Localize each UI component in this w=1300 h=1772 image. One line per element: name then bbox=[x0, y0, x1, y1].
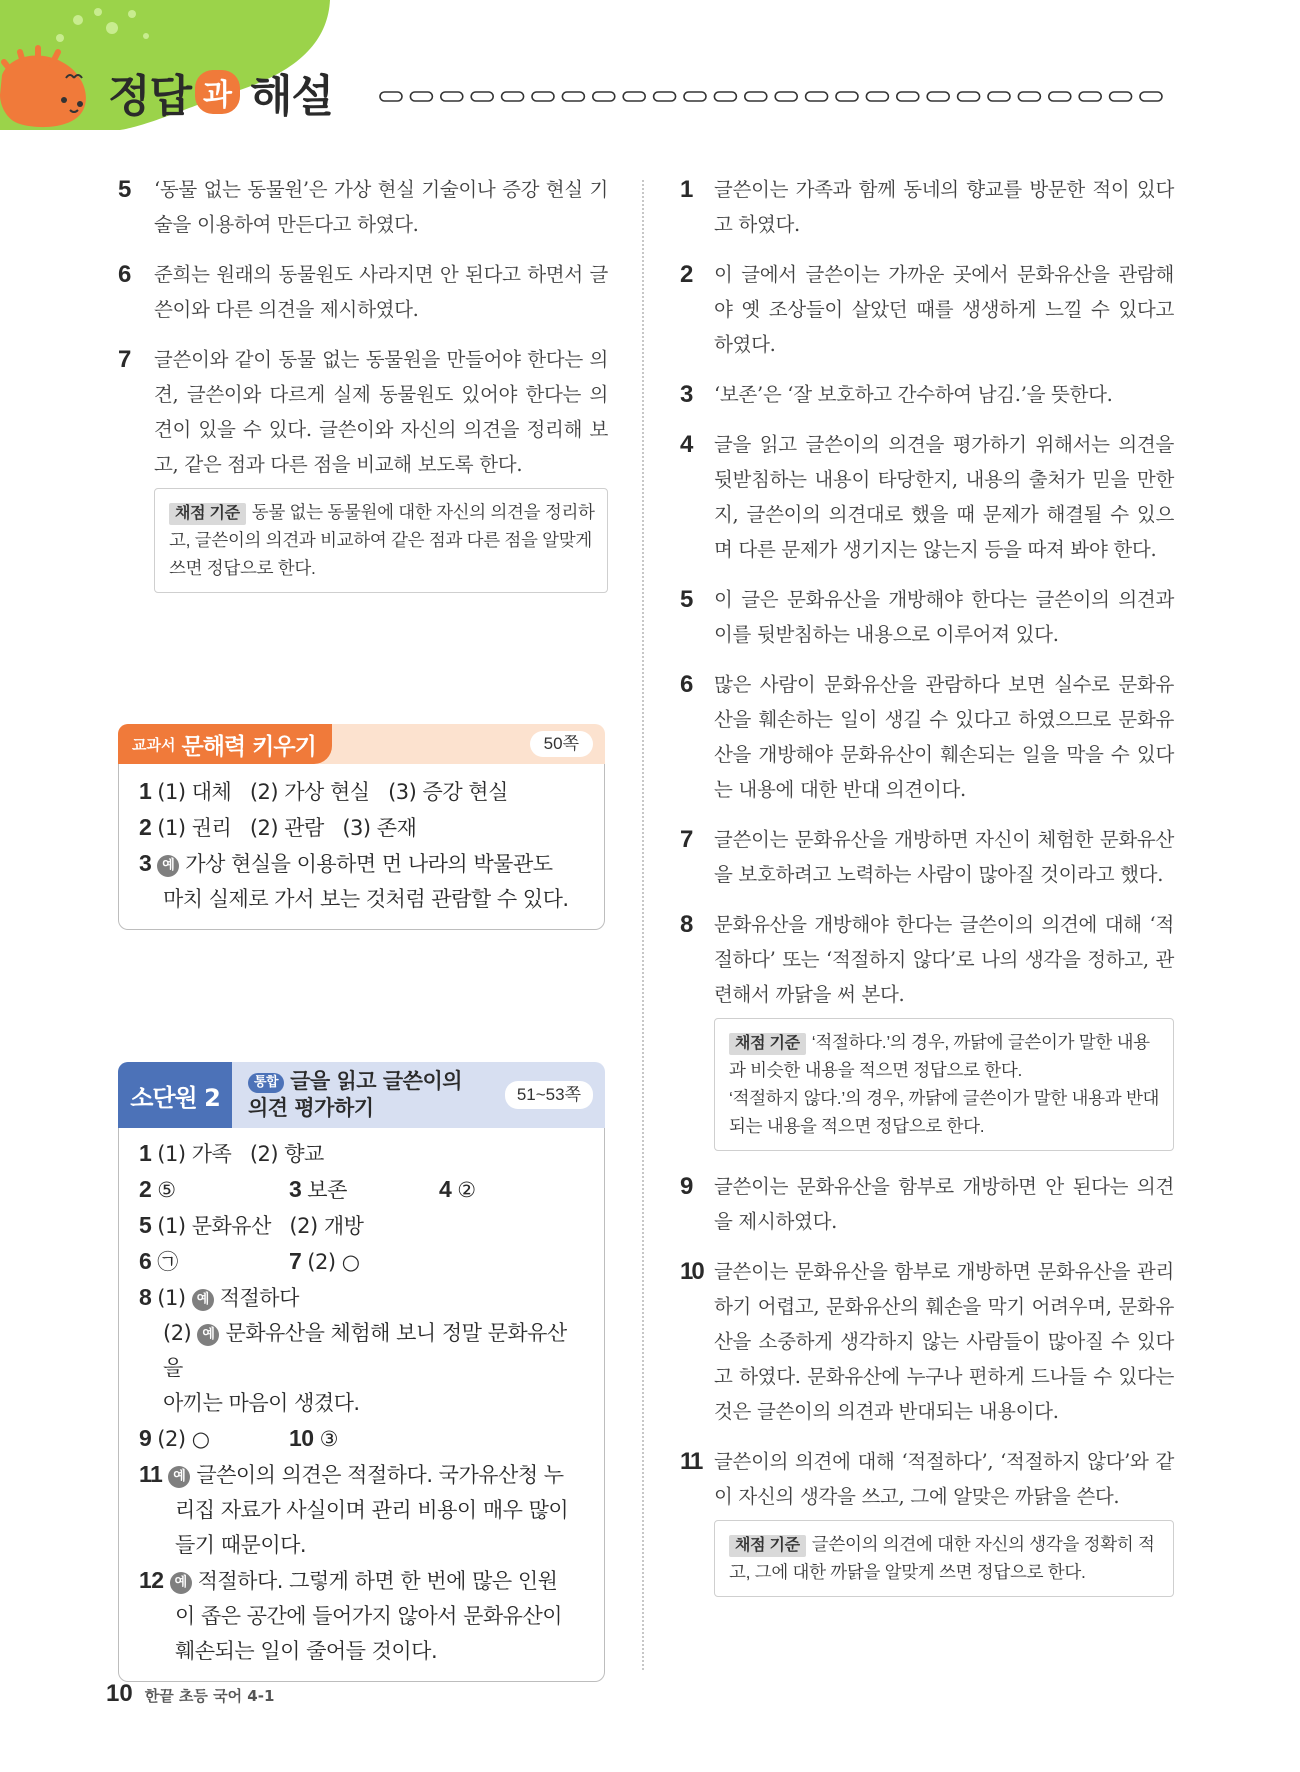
answer-item bbox=[118, 172, 608, 242]
answer-row bbox=[139, 1172, 586, 1208]
answer-item bbox=[680, 172, 1174, 242]
answer-text: 가상 현실을 이용하면 먼 나라의 박물관도 bbox=[185, 852, 553, 876]
dash-pill bbox=[502, 92, 524, 101]
answer-number: 9 bbox=[139, 1425, 152, 1451]
answer-number: 1 bbox=[139, 778, 152, 804]
answer-row bbox=[139, 1316, 586, 1386]
answer-text: 글을 읽고 글쓴이의 의견을 평가하기 위해서는 의견을 뒷받침하는 내용이 타당한지, 내용의 출처가 믿을 만한지, 글쓴이의 의견대로 했을 때 문제가 해결될 수 있으며 다른 문제가 생기지는 않는지 등을 따져 봐야 한다. bbox=[714, 433, 1174, 561]
dash-pill bbox=[745, 92, 767, 101]
answer-row bbox=[139, 1244, 586, 1280]
left-answer-list bbox=[118, 172, 608, 482]
dash-pill bbox=[684, 92, 706, 101]
answer-text: ‘동물 없는 동물원’은 가상 현실 기술이나 증강 현실 기술을 이용하여 만든다고 하였다. bbox=[154, 178, 608, 236]
answer-part: (2) 관람 bbox=[249, 816, 324, 840]
answer-row-cont: 훼손되는 일이 줄어들 것이다. bbox=[175, 1639, 438, 1663]
answer-number: 2 bbox=[139, 1176, 152, 1202]
answer-item bbox=[680, 1444, 1174, 1514]
page-footer bbox=[106, 1680, 274, 1708]
answer-number: 7 bbox=[118, 346, 132, 373]
header-title-part2: 과 bbox=[195, 70, 240, 114]
criteria-text: ‘적절하다.’의 경우, 까닭에 글쓴이가 말한 내용과 비슷한 내용을 적으면 정답으로 한다. bbox=[729, 1032, 1150, 1080]
answer-text: 이 글은 문화유산을 개방해야 한다는 글쓴이의 의견과 이를 뒷받침하는 내용으로 이루어져 있다. bbox=[714, 588, 1174, 646]
answer-number: 3 bbox=[139, 850, 152, 876]
answer-item bbox=[680, 427, 1174, 567]
answer-item bbox=[680, 907, 1174, 1012]
dash-pill bbox=[958, 92, 980, 101]
dash-pill bbox=[988, 92, 1010, 101]
answer-row bbox=[139, 1563, 586, 1599]
subunit-box bbox=[118, 1062, 605, 1682]
answer-number: 7 bbox=[680, 826, 694, 853]
example-badge: 예 bbox=[197, 1324, 219, 1346]
answer-part: ③ bbox=[319, 1427, 338, 1451]
answer-number: 12 bbox=[139, 1567, 164, 1593]
dash-pill bbox=[1110, 92, 1132, 101]
scoring-criteria-box bbox=[714, 1018, 1174, 1151]
answer-row bbox=[139, 1457, 586, 1493]
answer-number: 3 bbox=[680, 381, 694, 408]
dash-pill bbox=[714, 92, 736, 101]
example-badge: 예 bbox=[157, 855, 179, 877]
literacy-box-label bbox=[118, 724, 332, 764]
right-column bbox=[680, 172, 1174, 1597]
answer-text: 글쓴이는 가족과 함께 동네의 향교를 방문한 적이 있다고 하였다. bbox=[714, 178, 1174, 236]
criteria-tag: 채점 기준 bbox=[169, 503, 246, 525]
answer-part: (1) 권리 bbox=[157, 816, 232, 840]
answer-number: 8 bbox=[680, 911, 694, 938]
answer-row bbox=[139, 1208, 586, 1244]
answer-number: 1 bbox=[680, 176, 694, 203]
example-badge: 예 bbox=[168, 1466, 190, 1488]
answer-text: 적절하다. 그렇게 하면 한 번에 많은 인원 bbox=[197, 1569, 558, 1593]
answer-text: 글쓴이는 문화유산을 개방하면 자신이 체험한 문화유산을 보호하려고 노력하는 사람이 많아질 것이라고 했다. bbox=[714, 828, 1174, 886]
answer-part: (1) 문화유산 bbox=[157, 1214, 271, 1238]
subunit-title-line1: 글을 읽고 글쓴이의 bbox=[290, 1069, 463, 1093]
integrated-tag: 통합 bbox=[248, 1073, 284, 1093]
example-badge: 예 bbox=[170, 1572, 192, 1594]
answer-text: 글쓴이는 문화유산을 함부로 개방하면 문화유산을 관리하기 어렵고, 문화유산의 훼손을 막기 어려우며, 문화유산을 소중하게 생각하지 않는 사람들이 많아질 수 있다고 하였다. 문화유산에 누구나 편하게 드나들 수 있다는 것은 글쓴이의 의견과 반대되는 내용이다. bbox=[714, 1260, 1174, 1423]
answer-text: 많은 사람이 문화유산을 관람하다 보면 실수로 문화유산을 훼손하는 일이 생길 수 있다고 하였으므로 문화유산을 개방해야 문화유산이 훼손되는 일을 막을 수 있다는 내용에 대한 반대 의견이다. bbox=[714, 673, 1174, 801]
answer-item bbox=[680, 257, 1174, 362]
example-badge: 예 bbox=[192, 1289, 214, 1311]
answer-item bbox=[118, 342, 608, 482]
answer-number: 7 bbox=[289, 1248, 302, 1274]
answer-part: ⑤ bbox=[157, 1178, 176, 1202]
criteria-tag: 채점 기준 bbox=[729, 1033, 806, 1055]
answer-row bbox=[139, 846, 586, 882]
dash-pill bbox=[532, 92, 554, 101]
answer-number: 1 bbox=[139, 1140, 152, 1166]
answer-number: 5 bbox=[139, 1212, 152, 1238]
answer-number: 9 bbox=[680, 1173, 694, 1200]
answer-number: 8 bbox=[139, 1284, 152, 1310]
criteria-text: 글쓴이의 의견에 대한 자신의 생각을 정확히 적고, 그에 대한 까닭을 알맞게 쓰면 정답으로 한다. bbox=[729, 1534, 1155, 1582]
answer-part: 적절하다 bbox=[219, 1286, 299, 1310]
header-title-part1: 정답 bbox=[108, 71, 192, 122]
dash-pill bbox=[410, 92, 432, 101]
dash-pill bbox=[1018, 92, 1040, 101]
answer-row-cont: 아끼는 마음이 생겼다. bbox=[163, 1391, 360, 1415]
page-header-title bbox=[108, 60, 333, 124]
answer-number: 10 bbox=[680, 1258, 703, 1285]
dash-pill bbox=[836, 92, 858, 101]
answer-number: 2 bbox=[680, 261, 694, 288]
answer-item bbox=[680, 377, 1174, 412]
answer-part: (2) 향교 bbox=[249, 1142, 324, 1166]
answer-part: (3) 증강 현실 bbox=[388, 780, 508, 804]
answer-part: (2) ○ bbox=[307, 1250, 360, 1274]
dash-pill bbox=[1079, 92, 1101, 101]
answer-text: 글쓴이는 문화유산을 함부로 개방하면 안 된다는 의견을 제시하였다. bbox=[714, 1175, 1174, 1233]
answer-item bbox=[680, 667, 1174, 807]
answer-row bbox=[139, 810, 586, 846]
dash-pill bbox=[623, 92, 645, 101]
answer-part: (2) 가상 현실 bbox=[249, 780, 370, 804]
answer-number: 11 bbox=[680, 1448, 702, 1475]
criteria-text: 동물 없는 동물원에 대한 자신의 의견을 정리하고, 글쓴이의 의견과 비교하여 같은 점과 다른 점을 알맞게 쓰면 정답으로 한다. bbox=[169, 502, 595, 578]
label-large: 문해력 키우기 bbox=[181, 733, 316, 760]
dash-pill bbox=[866, 92, 888, 101]
scoring-criteria-box bbox=[154, 488, 608, 593]
answer-number: 2 bbox=[139, 814, 152, 840]
criteria-tag: 채점 기준 bbox=[729, 1535, 806, 1557]
subunit-box-header bbox=[118, 1062, 605, 1128]
page-reference: 50쪽 bbox=[530, 731, 593, 757]
dash-pill bbox=[1140, 92, 1162, 101]
right-answer-list-2 bbox=[680, 1169, 1174, 1514]
answer-row bbox=[139, 1280, 586, 1316]
dash-pill bbox=[1049, 92, 1071, 101]
answer-text: 문화유산을 개방해야 한다는 글쓴이의 의견에 대해 ‘적절하다’ 또는 ‘적절하지 않다’로 나의 생각을 정하고, 관련해서 까닭을 써 본다. bbox=[714, 913, 1174, 1006]
answer-number: 11 bbox=[139, 1461, 163, 1487]
answer-part: (1) 가족 bbox=[157, 1142, 232, 1166]
book-title: 한끝 초등 국어 4-1 bbox=[144, 1687, 275, 1705]
dash-pill bbox=[471, 92, 493, 101]
header-dash-line bbox=[378, 90, 1178, 104]
dash-pill bbox=[654, 92, 676, 101]
answer-part: ㉠ bbox=[157, 1250, 178, 1274]
answer-item bbox=[118, 257, 608, 327]
literacy-box-body bbox=[118, 764, 605, 930]
dash-pill bbox=[897, 92, 919, 101]
answer-text: 글쓴이와 같이 동물 없는 동물원을 만들어야 한다는 의견, 글쓴이와 다르게 실제 동물원도 있어야 한다는 의견이 있을 수 있다. 글쓴이와 자신의 의견을 정리해 보고, 같은 점과 다른 점을 비교해 보도록 한다. bbox=[154, 348, 608, 476]
answer-item bbox=[680, 822, 1174, 892]
subunit-title bbox=[248, 1068, 498, 1122]
answer-text: ‘보존’은 ‘잘 보호하고 간수하여 남김.’을 뜻한다. bbox=[714, 383, 1113, 406]
answer-part: (2) bbox=[163, 1321, 192, 1345]
header-title-part3: 해설 bbox=[250, 71, 334, 122]
answer-number: 6 bbox=[118, 261, 132, 288]
page-reference: 51~53쪽 bbox=[505, 1081, 593, 1109]
label-small: 교과서 bbox=[132, 735, 176, 754]
answer-item bbox=[680, 582, 1174, 652]
subunit-box-body bbox=[118, 1128, 605, 1682]
answer-number: 6 bbox=[139, 1248, 152, 1274]
answer-text: 준희는 원래의 동물원도 사라지면 안 된다고 하면서 글쓴이와 다른 의견을 제시하였다. bbox=[154, 263, 608, 321]
answer-part: (3) 존재 bbox=[342, 816, 417, 840]
answer-number: 6 bbox=[680, 671, 694, 698]
subunit-title-line2: 의견 평가하기 bbox=[248, 1096, 374, 1120]
literacy-box bbox=[118, 724, 605, 930]
dash-pill bbox=[562, 92, 584, 101]
answer-text: 이 글에서 글쓴이는 가까운 곳에서 문화유산을 관람해야 옛 조상들이 살았던 때를 생생하게 느낄 수 있다고 하였다. bbox=[714, 263, 1174, 356]
page-number: 10 bbox=[106, 1680, 133, 1707]
answer-item bbox=[680, 1169, 1174, 1239]
answer-row-cont: 들기 때문이다. bbox=[175, 1533, 307, 1557]
dash-pill bbox=[927, 92, 949, 101]
column-divider bbox=[642, 180, 644, 1670]
answer-part: (2) 개방 bbox=[289, 1214, 364, 1238]
answer-row bbox=[139, 1136, 586, 1172]
dash-pill bbox=[593, 92, 615, 101]
answer-number: 5 bbox=[680, 586, 694, 613]
scoring-criteria-box bbox=[714, 1520, 1174, 1597]
answer-text: 글쓴이의 의견에 대해 ‘적절하다’, ‘적절하지 않다’와 같이 자신의 생각을 쓰고, 그에 알맞은 까닭을 쓴다. bbox=[714, 1450, 1174, 1508]
answer-number: 5 bbox=[118, 176, 132, 203]
answer-number: 4 bbox=[680, 431, 694, 458]
answer-row-cont: 이 좁은 공간에 들어가지 않아서 문화유산이 bbox=[175, 1604, 563, 1628]
dash-pill bbox=[380, 92, 402, 101]
dash-pill bbox=[775, 92, 797, 101]
right-answer-list bbox=[680, 172, 1174, 1012]
answer-row bbox=[139, 1421, 586, 1457]
answer-part: ② bbox=[457, 1178, 476, 1202]
left-column bbox=[118, 172, 608, 593]
answer-row bbox=[139, 774, 586, 810]
answer-part: 보존 bbox=[307, 1178, 347, 1202]
answer-text: 글쓴이의 의견은 적절하다. 국가유산청 누 bbox=[196, 1463, 564, 1487]
literacy-box-header bbox=[118, 724, 605, 764]
answer-number: 10 bbox=[289, 1425, 314, 1451]
answer-number: 4 bbox=[439, 1176, 452, 1202]
answer-row-cont: 리집 자료가 사실이며 관리 비용이 매우 많이 bbox=[175, 1498, 569, 1522]
answer-item bbox=[680, 1254, 1174, 1429]
dash-pill bbox=[806, 92, 828, 101]
subunit-label: 소단원 2 bbox=[118, 1062, 232, 1128]
answer-number: 3 bbox=[289, 1176, 302, 1202]
answer-part: (1) bbox=[157, 1286, 186, 1310]
criteria-text: ‘적절하지 않다.’의 경우, 까닭에 글쓴이가 말한 내용과 반대되는 내용을 적으면 정답으로 한다. bbox=[729, 1088, 1160, 1136]
dash-pill bbox=[441, 92, 463, 101]
answer-row-cont: 마치 실제로 가서 보는 것처럼 관람할 수 있다. bbox=[163, 887, 569, 911]
answer-part: (1) 대체 bbox=[157, 780, 232, 804]
answer-text: 문화유산을 체험해 보니 정말 문화유산을 bbox=[163, 1321, 567, 1380]
answer-part: (2) ○ bbox=[157, 1427, 210, 1451]
